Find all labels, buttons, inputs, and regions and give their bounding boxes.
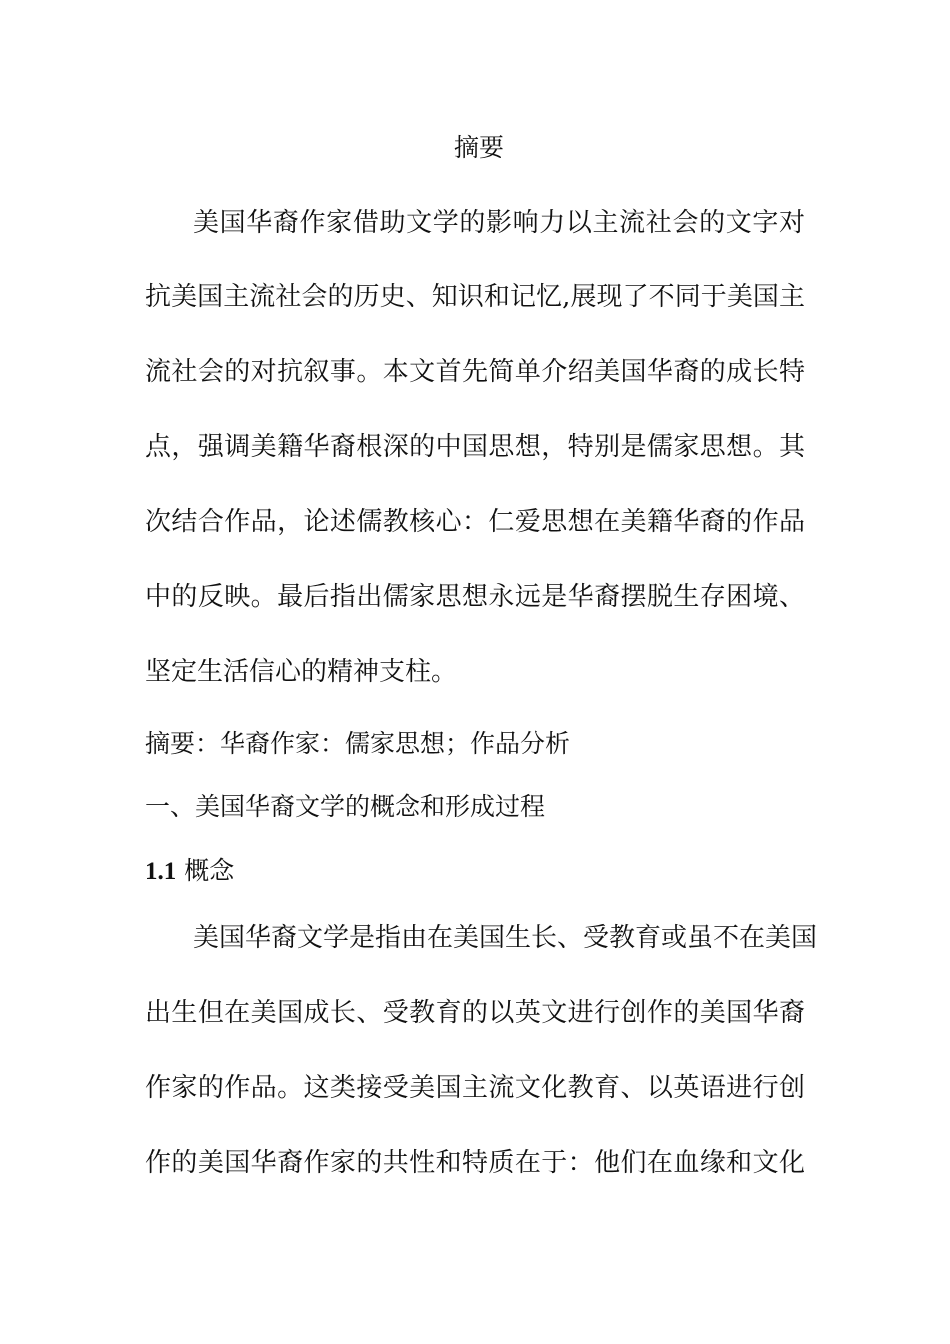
keywords-line: 摘要：华裔作家：儒家思想；作品分析 xyxy=(145,729,571,758)
abstract-line: 点，强调美籍华裔根深的中国思想，特别是儒家思想。其 xyxy=(145,432,805,462)
body-line: 出生但在美国成长、受教育的以英文进行创作的美国华裔 xyxy=(145,998,805,1028)
abstract-line: 美国华裔作家借助文学的影响力以主流社会的文字对 xyxy=(193,208,805,238)
body-line: 美国华裔文学是指由在美国生长、受教育或虽不在美国 xyxy=(193,923,818,953)
abstract-line: 中的反映。最后指出儒家思想永远是华裔摆脱生存困境、 xyxy=(145,582,805,612)
subsection-number: 1.1 xyxy=(145,858,177,885)
body-line: 作家的作品。这类接受美国主流文化教育、以英语进行创 xyxy=(145,1073,805,1103)
abstract-line: 抗美国主流社会的历史、知识和记忆,展现了不同于美国主 xyxy=(145,282,805,312)
abstract-line: 次结合作品，论述儒教核心：仁爱思想在美籍华裔的作品 xyxy=(145,507,805,537)
abstract-line: 坚定生活信心的精神支柱。 xyxy=(145,657,458,687)
subsection-heading xyxy=(145,853,234,890)
section-heading: 一、美国华裔文学的概念和形成过程 xyxy=(145,792,546,821)
abstract-line: 流社会的对抗叙事。本文首先简单介绍美国华裔的成长特 xyxy=(145,357,805,387)
subsection-label: 概念 xyxy=(184,856,235,885)
body-line: 作的美国华裔作家的共性和特质在于：他们在血缘和文化 xyxy=(145,1148,805,1178)
page-title: 摘要 xyxy=(453,133,504,162)
